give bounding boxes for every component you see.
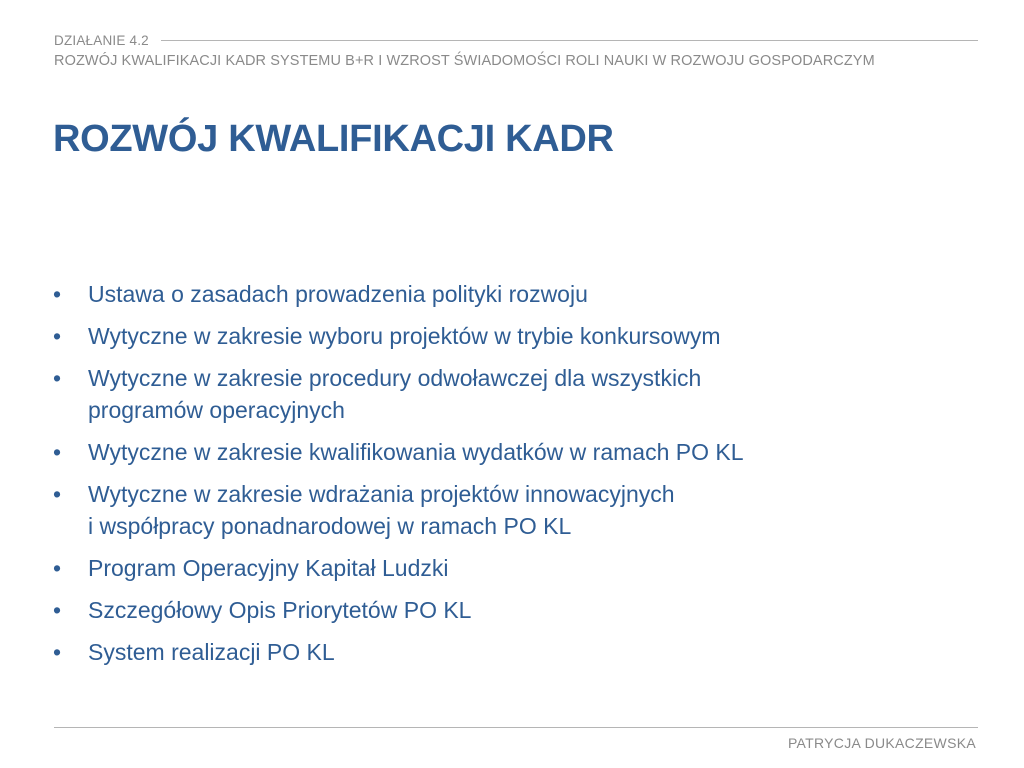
bullet-text-continuation: programów operacyjnych (88, 397, 345, 423)
bullet-item (48, 594, 978, 626)
bullet-icon: • (52, 555, 62, 581)
bullet-item (48, 436, 978, 468)
bullet-text: Wytyczne w zakresie wyboru projektów w trybie konkursowym (88, 323, 721, 349)
bullet-item (48, 320, 978, 352)
bullet-icon: • (52, 281, 62, 307)
bullet-text: Wytyczne w zakresie kwalifikowania wydatków w ramach PO KL (88, 439, 744, 465)
bullet-icon: • (52, 481, 62, 507)
action-label: DZIAŁANIE 4.2 (54, 32, 149, 48)
footer-divider (54, 727, 978, 728)
bullet-icon: • (52, 323, 62, 349)
bullet-text: Wytyczne w zakresie wdrażania projektów innowacyjnych (88, 481, 675, 507)
footer-author: PATRYCJA DUKACZEWSKA (787, 735, 976, 751)
bullet-text: Ustawa o zasadach prowadzenia polityki rozwoju (88, 281, 588, 307)
bullet-text: Program Operacyjny Kapitał Ludzki (88, 555, 449, 581)
slide-header (54, 30, 978, 69)
header-divider (161, 40, 978, 41)
bullet-item (48, 362, 978, 426)
bullet-icon: • (52, 639, 62, 665)
bullet-icon: • (52, 365, 62, 391)
header-subtitle: ROZWÓJ KWALIFIKACJI KADR SYSTEMU B+R I WZROST ŚWIADOMOŚCI ROLI NAUKI W ROZWOJU GOSPODARCZYM (54, 53, 875, 69)
bullet-item (48, 636, 978, 668)
bullet-text: System realizacji PO KL (88, 639, 335, 665)
bullet-item (48, 478, 978, 542)
bullet-item (48, 552, 978, 584)
bullet-icon: • (52, 597, 62, 623)
bullet-text: Wytyczne w zakresie procedury odwoławczej dla wszystkich (88, 365, 702, 391)
bullet-text-continuation: i współpracy ponadnarodowej w ramach PO KL (88, 513, 572, 539)
bullet-item (48, 278, 978, 310)
header-action-row (54, 30, 978, 50)
bullet-list (48, 278, 978, 678)
bullet-text: Szczegółowy Opis Priorytetów PO KL (88, 597, 472, 623)
page-title: ROZWÓJ KWALIFIKACJI KADR (53, 118, 614, 160)
bullet-icon: • (52, 439, 62, 465)
